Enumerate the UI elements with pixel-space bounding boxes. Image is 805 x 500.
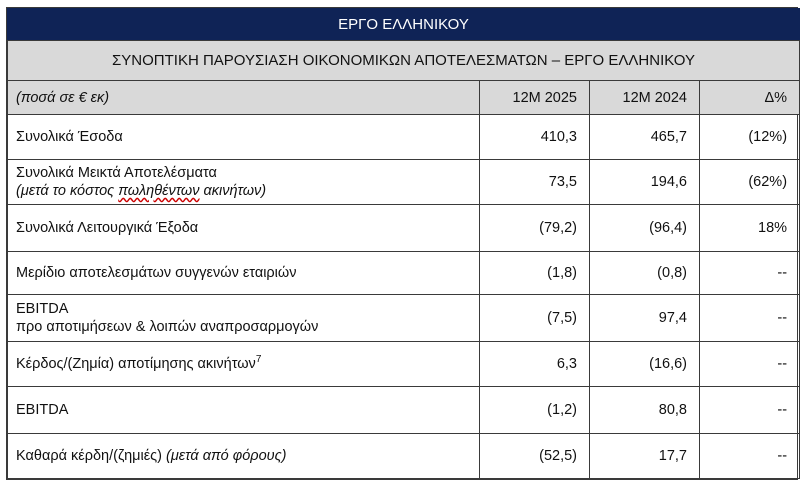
value-delta: -- (700, 387, 800, 434)
table-row (8, 387, 800, 434)
value-delta: -- (700, 434, 800, 479)
value-2024: (96,4) (590, 205, 700, 252)
subtitle-row (8, 41, 800, 81)
footnote-marker: 7 (255, 354, 262, 366)
header-12m-2025: 12Μ 2025 (480, 81, 590, 115)
title-row (8, 9, 800, 41)
value-2024: 194,6 (590, 160, 700, 205)
value-2025: 410,3 (480, 115, 590, 160)
row-label: Μερίδιο αποτελεσμάτων συγγενών εταιριών (8, 252, 480, 295)
row-label-cell (8, 342, 480, 387)
table-subtitle: ΣΥΝΟΠΤΙΚΗ ΠΑΡΟΥΣΙΑΣΗ ΟΙΚΟΝΟΜΙΚΩΝ ΑΠΟΤΕΛΕΣΜΑΤΩΝ – ΕΡΓΟ ΕΛΛΗΝΙΚΟΥ (8, 41, 800, 81)
table-row (8, 434, 800, 479)
value-2025: (1,8) (480, 252, 590, 295)
row-label-cell (8, 295, 480, 342)
value-2025: 6,3 (480, 342, 590, 387)
value-2025: (7,5) (480, 295, 590, 342)
table-row (8, 205, 800, 252)
row-label: Καθαρά κέρδη/(ζημιές) (16, 448, 167, 464)
value-delta: -- (700, 342, 800, 387)
value-2025: (1,2) (480, 387, 590, 434)
financial-summary-table (6, 7, 798, 480)
header-12m-2024: 12Μ 2024 (590, 81, 700, 115)
value-delta: 18% (700, 205, 800, 252)
row-sublabel-pre: (μετά το κόστος (16, 183, 119, 199)
table-row (8, 295, 800, 342)
table-row (8, 115, 800, 160)
value-2025: 73,5 (480, 160, 590, 205)
value-2024: 97,4 (590, 295, 700, 342)
value-delta: -- (700, 295, 800, 342)
unit-label: (ποσά σε € εκ) (8, 81, 480, 115)
value-2024: 17,7 (590, 434, 700, 479)
row-label: EBITDA (16, 301, 69, 317)
value-2024: (16,6) (590, 342, 700, 387)
row-label-cell (8, 434, 480, 479)
table-row (8, 342, 800, 387)
row-label-qualifier: (μετά από φόρους) (166, 448, 287, 464)
value-2024: (0,8) (590, 252, 700, 295)
value-2025: (52,5) (480, 434, 590, 479)
table-title: ΕΡΓΟ ΕΛΛΗΝΙΚΟΥ (8, 9, 800, 41)
header-row (8, 81, 800, 115)
value-2024: 80,8 (590, 387, 700, 434)
row-label: Συνολικά Μεικτά Αποτελέσματα (16, 165, 217, 181)
value-delta: (62%) (700, 160, 800, 205)
header-delta: Δ% (700, 81, 800, 115)
row-sublabel-spell-flagged: πωληθέντων (118, 183, 200, 199)
row-sublabel-post: ακινήτων) (199, 183, 267, 199)
row-label: Συνολικά Έσοδα (8, 115, 480, 160)
row-label-cell (8, 160, 480, 205)
table-row (8, 160, 800, 205)
value-2025: (79,2) (480, 205, 590, 252)
value-delta: (12%) (700, 115, 800, 160)
value-2024: 465,7 (590, 115, 700, 160)
value-delta: -- (700, 252, 800, 295)
row-sublabel (16, 182, 471, 200)
row-label: EBITDA (8, 387, 480, 434)
row-label: Συνολικά Λειτουργικά Έξοδα (8, 205, 480, 252)
row-label: Κέρδος/(Ζημία) αποτίμησης ακινήτων (16, 356, 256, 372)
row-sublabel: προ αποτιμήσεων & λοιπών αναπροσαρμογών (16, 319, 319, 335)
table-row (8, 252, 800, 295)
